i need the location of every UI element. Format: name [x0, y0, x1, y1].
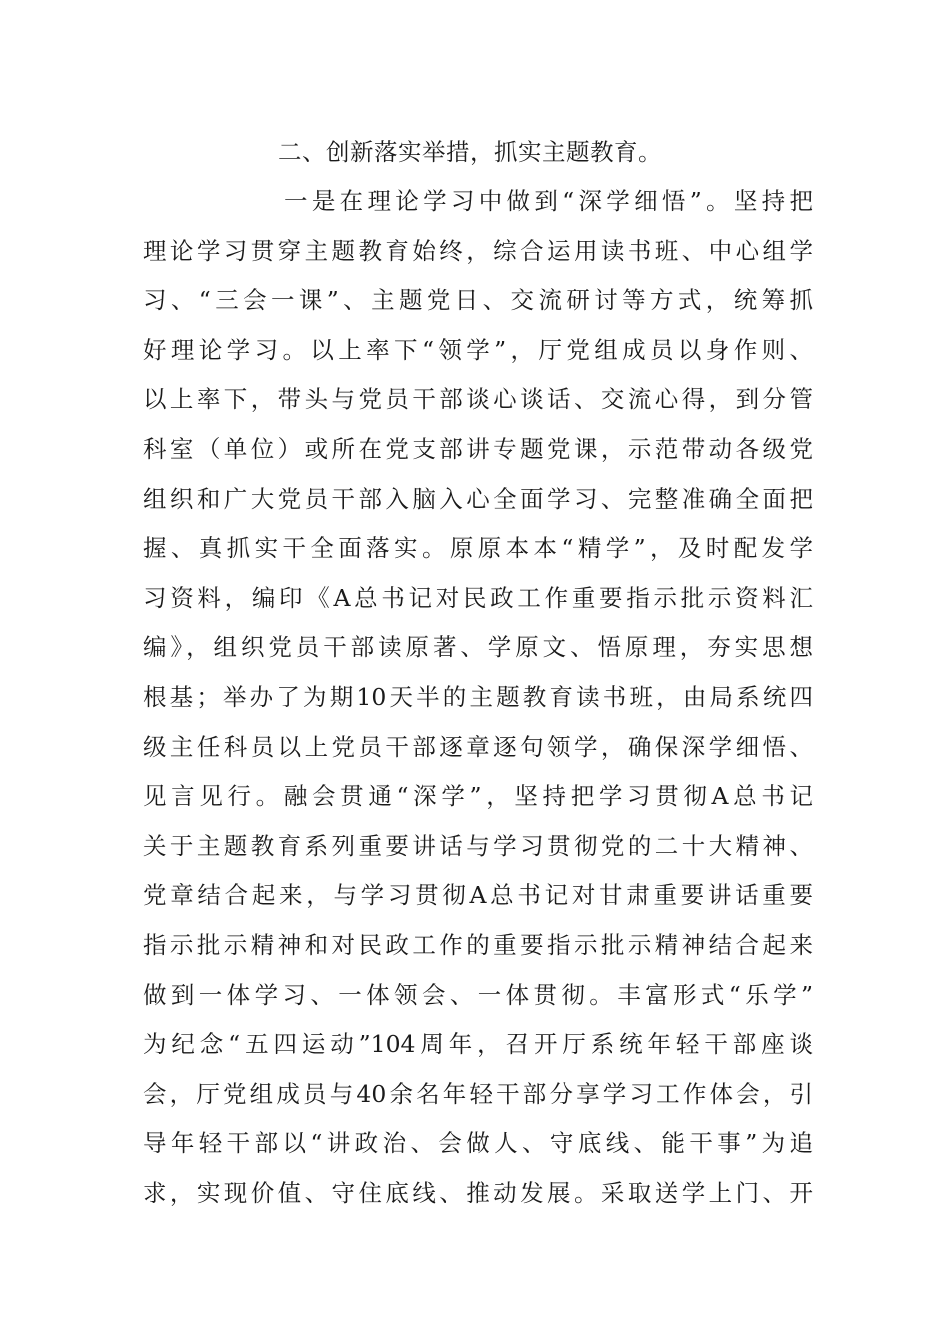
- paragraph-line: 关于主题教育系列重要讲话与学习贯彻党的二十大精神、: [143, 831, 813, 860]
- paragraph-line: 会，厅党组成员与40余名年轻干部分享学习工作体会，引: [143, 1079, 813, 1108]
- paragraph-line: 党章结合起来，与学习贯彻A总书记对甘肃重要讲话重要: [143, 881, 813, 910]
- paragraph-line: 编》，组织党员干部读原著、学原文、悟原理，夯实思想: [143, 633, 813, 662]
- paragraph-line: 为纪念“五四运动”104周年，召开厅系统年轻干部座谈: [143, 1030, 813, 1059]
- paragraph-line: 做到一体学习、一体领会、一体贯彻。丰富形式“乐学”: [143, 980, 813, 1009]
- body-paragraph: [143, 177, 813, 1218]
- paragraph-line: 习资料，编印《A总书记对民政工作重要指示批示资料汇: [143, 583, 813, 612]
- paragraph-line: 求，实现价值、守住底线、推动发展。采取送学上门、开: [143, 1178, 813, 1207]
- section-heading: 二、创新落实举措，抓实主题教育。: [278, 138, 662, 166]
- paragraph-line: 指示批示精神和对民政工作的重要指示批示精神结合起来: [143, 930, 813, 959]
- paragraph-line: 握、真抓实干全面落实。原原本本“精学”，及时配发学: [143, 534, 813, 563]
- paragraph-line: 好理论学习。以上率下“领学”，厅党组成员以身作则、: [143, 335, 813, 364]
- paragraph-line: 级主任科员以上党员干部逐章逐句领学，确保深学细悟、: [143, 732, 813, 761]
- paragraph-line: 习、“三会一课”、主题党日、交流研讨等方式，统筹抓: [143, 286, 813, 315]
- paragraph-line: 见言见行。融会贯通“深学”，坚持把学习贯彻A总书记: [143, 782, 813, 811]
- paragraph-line: 理论学习贯穿主题教育始终，综合运用读书班、中心组学: [143, 236, 813, 265]
- paragraph-line: 科室（单位）或所在党支部讲专题党课，示范带动各级党: [143, 434, 813, 463]
- paragraph-line: 组织和广大党员干部入脑入心全面学习、完整准确全面把: [143, 484, 813, 513]
- paragraph-line: 以上率下，带头与党员干部谈心谈话、交流心得，到分管: [143, 385, 813, 414]
- paragraph-line: 根基；举办了为期10天半的主题教育读书班，由局系统四: [143, 682, 813, 711]
- paragraph-line: 一是在理论学习中做到“深学细悟”。坚持把: [284, 187, 813, 215]
- paragraph-line: 导年轻干部以“讲政治、会做人、守底线、能干事”为追: [143, 1129, 813, 1158]
